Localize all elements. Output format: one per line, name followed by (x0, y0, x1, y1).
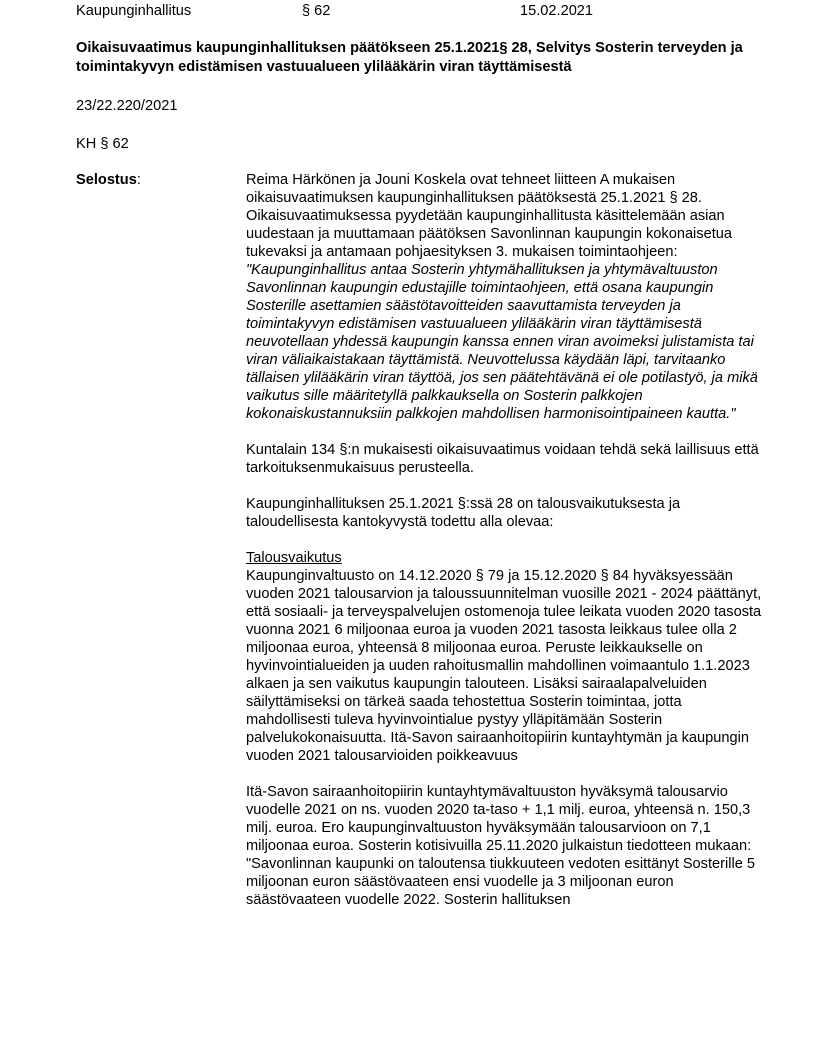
document-body (246, 171, 766, 927)
paragraph-financial-impact (246, 549, 766, 765)
document-header (0, 2, 816, 22)
financial-impact-heading: Talousvaikutus (246, 550, 342, 566)
appeal-intro: Reima Härkönen ja Jouni Koskela ovat tehneet liitteen A mukaisen oikaisuvaatimuksen kaupunginhallituksen päätöksestä 25.1.2021 § 28. Oikaisuvaatimuksessa pyydetään kaupunginhallitusta käsittelemään asian uudestaan ja muuttamaan päätöksen Savonlinnan kaupungin kokonaisetua tukevaksi ja antamaan pohjaesityksen 3. mukaisen toimintaohjeen: (246, 172, 733, 260)
financial-impact-text: Kaupunginvaltuusto on 14.12.2020 § 79 ja 15.12.2020 § 84 hyväksyessään vuoden 2021 talousarvion ja taloussuunnitelman vuosille 2021 - 2024 päättänyt, että sosiaali- ja terveyspalvelujen ostomenoja tulee leikata vuoden 2020 tasosta vuonna 2021 6 miljoonaa euroa ja vuoden 2021 tasosta leikkaus tulee olla 2 miljoonaa euroa, yhteensä 8 miljoonaa euroa. Peruste leikkaukselle on hyvinvointialueiden ja uuden rahoitusmallin mahdollinen voimaantulo 1.1.2023 alkaen ja sen vaikutus kaupungin talouteen. Lisäksi sairaalapalveluiden säilyttämiseksi on tärkeä saada tehostettua Sosterin toimintaa, jotta mahdollisesti tuleva hyvinvointialue pystyy ylläpitämään Sosterin palvelukokonaisuutta. Itä-Savon sairaanhoitopiirin kuntayhtymän ja kaupungin vuoden 2021 talousarvioiden poikkeavuus (246, 568, 762, 764)
paragraph-budget-difference (246, 783, 766, 909)
diary-number: 23/22.220/2021 (76, 98, 178, 114)
appeal-quote: "Kaupunginhallitus antaa Sosterin yhtymähallituksen ja yhtymävaltuuston Savonlinnan kaupungin edustajille toimintaohjeen, että osana kaupungin Sosterille asettamien säästötavoitteiden saavuttamista terveyden ja toimintakyvyn edistämisen vastuualueen ylilääkärin viran täyttämisestä neuvotellaan yhdessä kaupungin kanssa ennen viran avoimeksi julistamista tai viran väliaikaistakaan täyttämistä. Neuvottelussa käydään läpi, tarvitaanko tällaisen ylilääkärin viran täyttöä, jos sen päätehtävänä ei ole potilastyö, ja mikä vaikutus sille määritetyllä palkkauksella on Sosterin palkkojen kokonaiskustannuksiin palkkojen mahdollisen harmonisointipaineen kautta." (246, 262, 758, 422)
paragraph-board-decision: Kaupunginhallituksen 25.1.2021 §:ssä 28 on talousvaikutuksesta ja taloudellisesta kantokyvystä todettu alla olevaa: (246, 496, 681, 530)
section-label: Selostus: (76, 172, 141, 188)
paragraph-appeal (246, 171, 766, 423)
header-date: 15.02.2021 (520, 3, 594, 19)
paragraph-municipal-law: Kuntalain 134 §:n mukaisesti oikaisuvaatimus voidaan tehdä sekä laillisuus että tarkoituksenmukaisuus perusteella. (246, 442, 759, 476)
budget-difference-text: Itä-Savon sairaanhoitopiirin kuntayhtymävaltuuston hyväksymä talousarvio vuodelle 2021 on ns. vuoden 2020 ta-taso + 1,1 milj. euroa, yhteensä n. 150,3 milj. euroa. Ero kaupunginvaltuuston hyväksymään talousarvioon on 7,1 miljoonaa euroa. Sosterin kotisivuilla 25.11.2020 julkaistun tiedotteen mukaan: (246, 784, 752, 854)
kh-reference: KH § 62 (76, 136, 129, 152)
document-title: Oikaisuvaatimus kaupunginhallituksen päätökseen 25.1.2021§ 28, Selvitys Sosterin terveyden ja toimintakyvyn edistämisen vastuualueen ylilääkärin viran täyttämisestä (76, 40, 743, 75)
header-organ: Kaupunginhallitus (76, 3, 192, 19)
section-label-text: Selostus (76, 172, 137, 188)
press-release-quote: "Savonlinnan kaupunki on taloutensa tiukkuuteen vedoten esittänyt Sosterille 5 miljoonan euron säästövaateen ensi vuodelle ja 3 miljoonan euron säästövaateen vuodelle 2022. Sosterin hallituksen (246, 856, 756, 908)
header-section: § 62 (302, 3, 331, 19)
